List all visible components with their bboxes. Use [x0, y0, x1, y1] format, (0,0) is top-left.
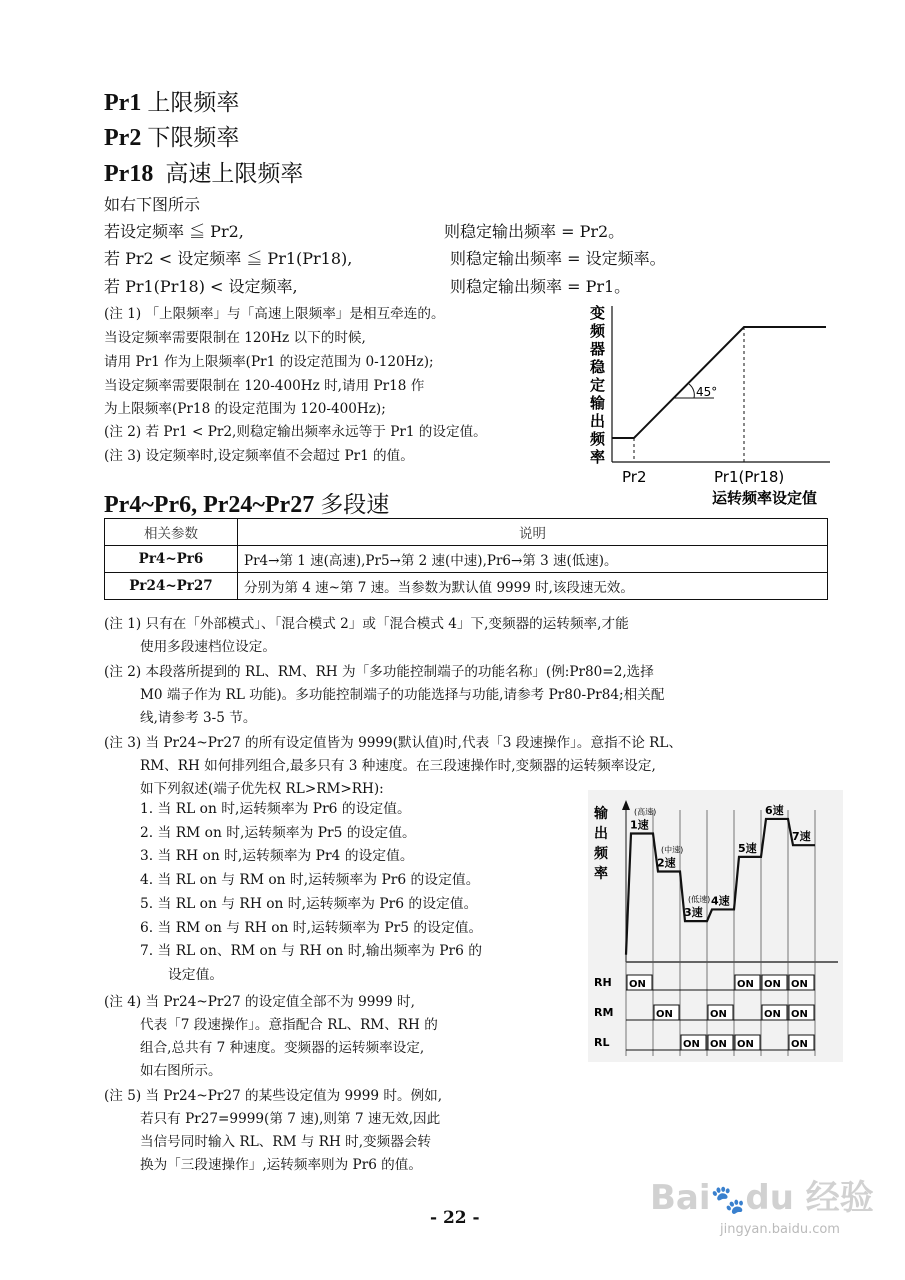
note-line: (注 4) 当 Pr24~Pr27 的设定值全部不为 9999 时,: [104, 994, 415, 1010]
speed-sublabel: (低速): [688, 895, 711, 905]
note-line: 当信号同时输入 RL、RM 与 RH 时,变频器会转: [140, 1134, 432, 1150]
note-line: 换为「三段速操作」,运转频率则为 Pr6 的值。: [140, 1157, 422, 1173]
ylabel-char: 出: [594, 826, 608, 842]
ylabel-char: 稳: [590, 358, 606, 376]
note-line: 代表「7 段速操作」。意指配合 RL、RM、RH 的: [140, 1017, 438, 1033]
rule-condition: 若设定频率 ≦ Pr2,: [104, 222, 244, 241]
heading-pr1: Pr1 上限频率: [104, 90, 240, 116]
signal-on-label: ON: [791, 1039, 808, 1050]
watermark-logo: Bai🐾du 经验: [650, 1178, 874, 1218]
list-item: 设定值。: [168, 966, 224, 983]
signal-name: RL: [594, 1036, 610, 1049]
note-line: (注 3) 设定频率时,设定频率值不会超过 Pr1 的值。: [104, 448, 414, 464]
speed-label: 6速: [765, 803, 784, 817]
rule-result: 则稳定输出频率 = Pr2。: [444, 222, 625, 241]
ylabel-char: 变: [590, 304, 606, 322]
note-line: (注 2) 若 Pr1 < Pr2,则稳定输出频率永远等于 Pr1 的设定值。: [104, 424, 487, 440]
speed-sublabel: (高速): [634, 807, 657, 817]
signal-on-label: ON: [710, 1009, 727, 1020]
list-item: 4. 当 RL on 与 RM on 时,运转频率为 Pr6 的设定值。: [140, 872, 480, 889]
watermark-url: jingyan.baidu.com: [720, 1222, 840, 1237]
list-item: 3. 当 RH on 时,运转频率为 Pr4 的设定值。: [140, 848, 414, 865]
graph1-ylabel: [589, 304, 606, 466]
table-header-row: [105, 519, 828, 546]
table-header-cell: 说明: [238, 519, 828, 546]
graph1-xlabel: 运转频率设定值: [712, 489, 818, 507]
signal-on-label: ON: [683, 1039, 700, 1050]
signal-on-label: ON: [656, 1009, 673, 1020]
signal-on-label: ON: [737, 1039, 754, 1050]
note-line: 若只有 Pr27=9999(第 7 速),则第 7 速无效,因此: [140, 1111, 441, 1127]
graph1-tick-pr1: Pr1(Pr18): [714, 468, 785, 486]
table-cell-desc: Pr4→第 1 速(高速),Pr5→第 2 速(中速),Pr6→第 3 速(低速)。: [238, 546, 828, 573]
ylabel-char: 频: [594, 846, 608, 862]
speed-sublabel: (中速): [661, 845, 684, 855]
signal-on-label: ON: [791, 1009, 808, 1020]
signal-on-label: ON: [710, 1039, 727, 1050]
note-line: 为上限频率(Pr18 的设定范围为 120-400Hz);: [104, 401, 386, 417]
note-line: 如右图所示。: [140, 1063, 222, 1079]
signal-name: RM: [594, 1006, 614, 1019]
heading-pr2: Pr2 下限频率: [104, 125, 240, 151]
speed-label: 7速: [792, 830, 811, 844]
ylabel-char: 出: [590, 412, 606, 430]
note-line: (注 1) 只有在「外部模式」、「混合模式 2」或「混合模式 4」下,变频器的运转频率,才能: [104, 616, 629, 632]
signal-on-label: ON: [764, 979, 781, 990]
list-item: 5. 当 RL on 与 RH on 时,运转频率为 Pr6 的设定值。: [140, 895, 478, 912]
table-row: [105, 546, 828, 573]
graph1-angle-arc: [689, 384, 694, 398]
table-cell-param: Pr24~Pr27: [105, 573, 238, 600]
graph1-output-curve: [612, 327, 826, 438]
table-header-cell: 相关参数: [105, 519, 238, 546]
list-item: 1. 当 RL on 时,运转频率为 Pr6 的设定值。: [140, 801, 411, 817]
ylabel-char: 输: [594, 806, 608, 822]
frequency-limit-graph: [578, 296, 848, 508]
rule-result: 则稳定输出频率 = 设定频率。: [450, 249, 666, 268]
note-line: 如下列叙述(端子优先权 RL>RM>RH):: [140, 781, 384, 797]
rule-condition: 若 Pr1(Pr18) < 设定频率,: [104, 277, 298, 296]
speed-label: 3速: [684, 906, 703, 920]
heading-pr18: Pr18 高速上限频率: [104, 161, 304, 187]
ylabel-char: 定: [590, 376, 606, 394]
note-line: 请用 Pr1 作为上限频率(Pr1 的设定范围为 0-120Hz);: [104, 354, 434, 370]
graph1-angle-label: 45°: [696, 385, 718, 399]
note-line: 当设定频率需要限制在 120Hz 以下的时候,: [104, 330, 366, 346]
parameter-table: [104, 518, 828, 600]
note-line: 线,请参考 3-5 节。: [140, 710, 257, 726]
note-line: 组合,总共有 7 种速度。变频器的运转频率设定,: [140, 1040, 425, 1056]
speed-label: 1速: [630, 818, 649, 832]
note-line: 使用多段速档位设定。: [140, 639, 276, 655]
list-item: 6. 当 RM on 与 RH on 时,运转频率为 Pr5 的设定值。: [140, 919, 483, 936]
rule-condition: 若 Pr2 < 设定频率 ≦ Pr1(Pr18),: [104, 249, 353, 268]
note-line: (注 5) 当 Pr24~Pr27 的某些设定值为 9999 时。例如,: [104, 1088, 443, 1104]
section2-title: Pr4~Pr6, Pr24~Pr27 多段速: [104, 492, 390, 518]
ylabel-char: 输: [590, 394, 606, 412]
ylabel-char: 率: [594, 866, 608, 882]
ylabel-char: 频: [590, 430, 606, 448]
speed-label: 2速: [657, 856, 676, 870]
intro-text: 如右下图所示: [104, 195, 201, 214]
note-line: (注 3) 当 Pr24~Pr27 的所有设定值皆为 9999(默认值)时,代表「3 段速操作」。意指不论 RL、: [104, 735, 683, 751]
note-line: M0 端子作为 RL 功能)。多功能控制端子的功能选择与功能,请参考 Pr80-Pr84;相关配: [140, 687, 665, 703]
note-line: RM、RH 如何排列组合,最多只有 3 种速度。在三段速操作时,变频器的运转频率设定,: [140, 758, 656, 774]
ylabel-char: 率: [590, 448, 606, 466]
signal-on-label: ON: [764, 1009, 781, 1020]
list-item: 7. 当 RL on、RM on 与 RH on 时,输出频率为 Pr6 的: [140, 943, 483, 960]
note-line: (注 1) 「上限频率」与「高速上限频率」是相互牵连的。: [104, 306, 445, 322]
table-cell-desc: 分别为第 4 速~第 7 速。当参数为默认值 9999 时,该段速无效。: [238, 573, 828, 600]
signal-name: RH: [594, 976, 612, 989]
note-line: 当设定频率需要限制在 120-400Hz 时,请用 Pr18 作: [104, 378, 425, 394]
multi-speed-timing-diagram: [588, 790, 843, 1062]
signal-on-label: ON: [629, 979, 646, 990]
rule-result: 则稳定输出频率 = Pr1。: [450, 277, 631, 296]
table-cell-param: Pr4~Pr6: [105, 546, 238, 573]
ylabel-char: 频: [590, 322, 606, 340]
ylabel-char: 器: [590, 340, 606, 358]
page-number: - 22 -: [430, 1208, 480, 1228]
graph1-tick-pr2: Pr2: [622, 468, 647, 486]
speed-label: 4速: [711, 894, 730, 908]
signal-on-label: ON: [791, 979, 808, 990]
speed-list: [140, 798, 482, 988]
list-item: 2. 当 RM on 时,运转频率为 Pr5 的设定值。: [140, 824, 416, 841]
signal-on-label: ON: [737, 979, 754, 990]
speed-label: 5速: [738, 841, 757, 855]
note-line: (注 2) 本段落所提到的 RL、RM、RH 为「多功能控制端子的功能名称」(例:Pr80=2,选择: [104, 664, 654, 680]
table-row: [105, 573, 828, 600]
